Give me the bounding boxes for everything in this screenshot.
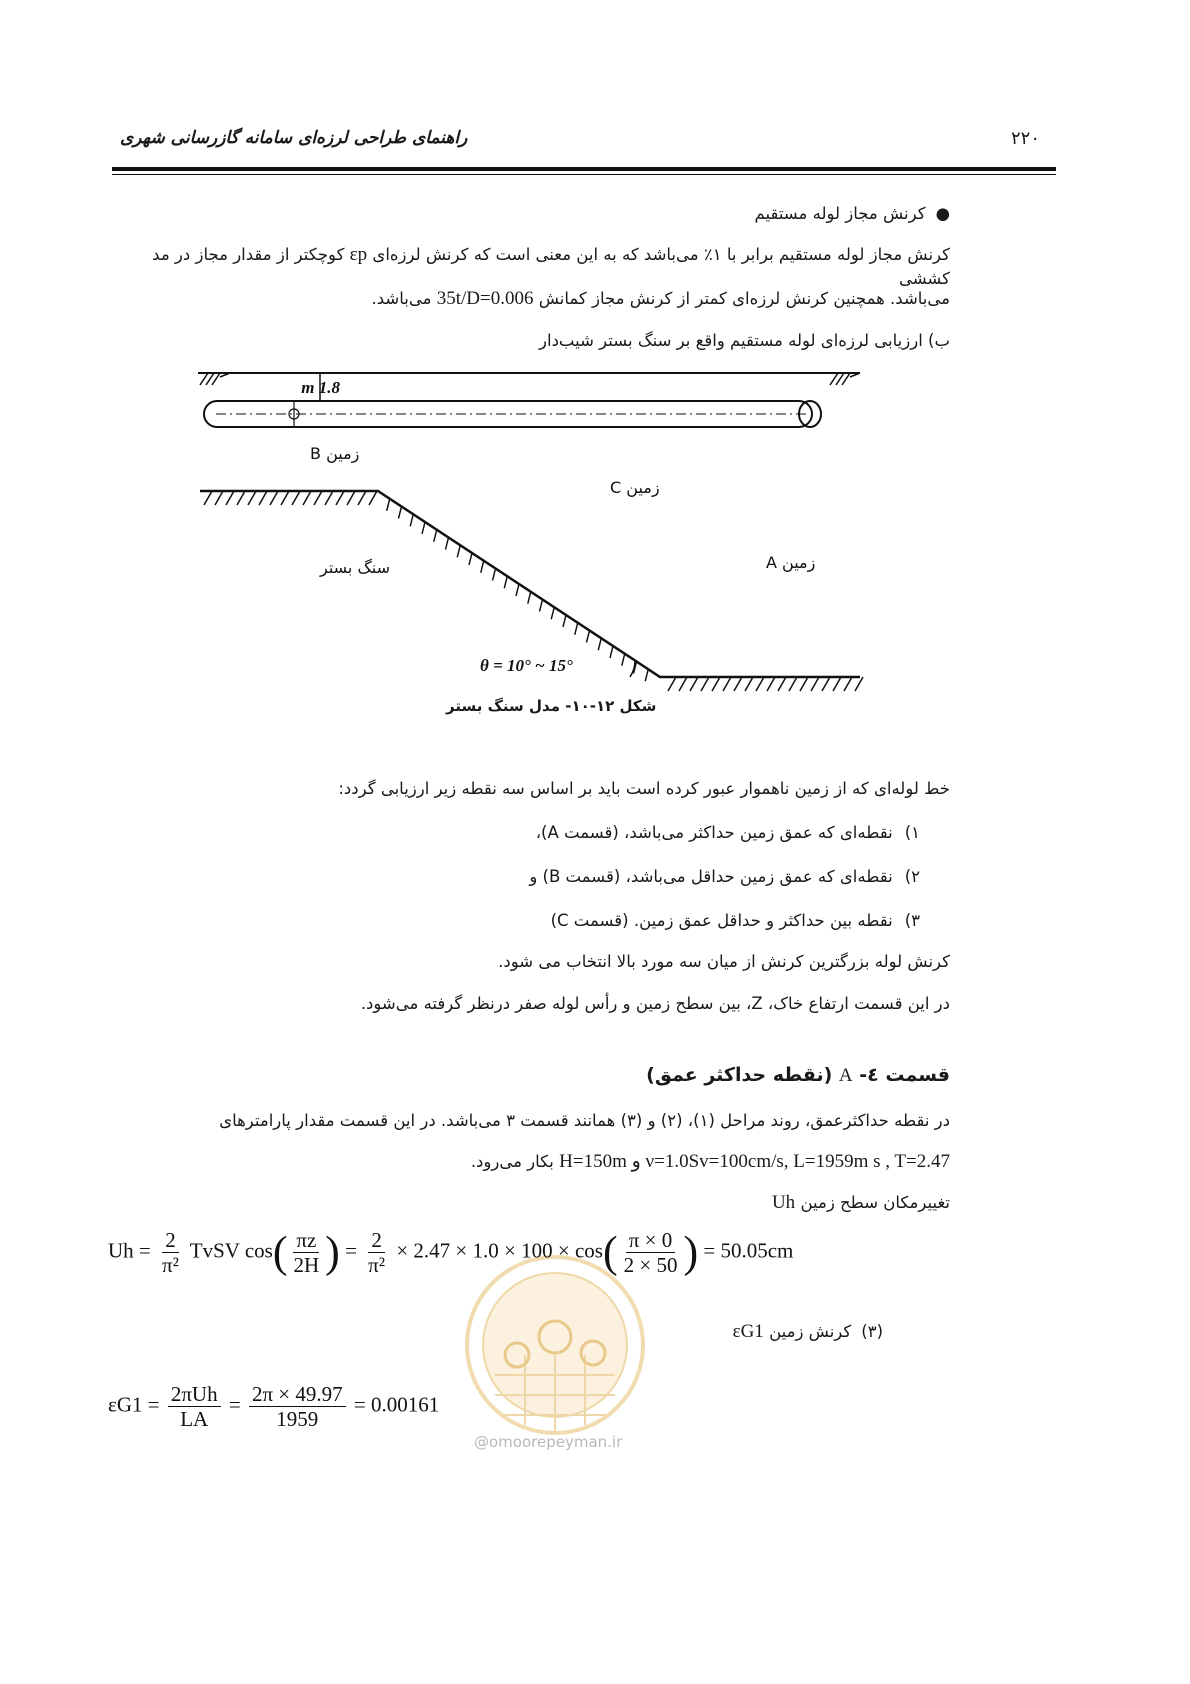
eq-eg-frac1-num: 2πUh xyxy=(168,1382,221,1407)
eq-uh-frac2-den: 2H xyxy=(293,1253,320,1278)
bedrock-surface xyxy=(200,491,860,677)
eq-uh-frac3-den: π² xyxy=(368,1253,386,1278)
watermark-logo xyxy=(455,1245,655,1465)
section-heading-letter: A xyxy=(838,1065,853,1086)
list-item-number: ۳) xyxy=(904,911,920,930)
eq-eg-result: = 0.00161 xyxy=(353,1392,440,1417)
para1-text-a: کرنش مجاز لوله مستقیم برابر با ۱٪ می‌باشد که به این معنی است که کرنش لرزه‌ای xyxy=(372,245,950,264)
eq-uh-term: TvSV cos xyxy=(189,1238,273,1263)
bullet-heading-text: کرنش مجاز لوله مستقیم xyxy=(754,204,926,223)
section-heading-text: (نقطه حداکثر عمق) xyxy=(646,1064,833,1086)
bedrock-hatch-bottom xyxy=(668,677,863,691)
list-item-number: ۲) xyxy=(904,867,920,886)
slope-angle-label: θ = 10° ~ 15° xyxy=(480,656,573,675)
ground-hatch-right xyxy=(830,373,860,385)
section4-body-tail: بکار می‌رود. xyxy=(470,1152,554,1171)
para1-text-b: کوچکتر از مقدار مجاز در مد کششی xyxy=(152,245,950,288)
bedrock-hatch-slope xyxy=(387,499,649,682)
bullet-icon: ● xyxy=(935,204,950,223)
depth-label: 1.8 m xyxy=(301,378,340,397)
para1-text-d: می‌باشد. xyxy=(371,289,432,308)
watermark-text: @omoorepeyman.ir xyxy=(474,1433,623,1451)
figure-caption: شکل ۱۲-۱۰- مدل سنگ بستر xyxy=(446,697,657,715)
zone-b-label: زمین B xyxy=(310,444,360,463)
page-number: ۲۲۰ xyxy=(1010,128,1040,149)
list-item xyxy=(551,910,920,931)
uh-symbol: Uh xyxy=(771,1192,796,1213)
buckling-formula: 35t/D=0.006 xyxy=(436,288,534,309)
eg-symbol: εG1 xyxy=(732,1321,764,1342)
bedrock-hatch-top xyxy=(204,491,377,505)
bedrock-model-figure xyxy=(190,365,870,705)
eq-uh-frac4-den: 2 × 50 xyxy=(623,1253,678,1278)
list-item-text: نقطه‌ای که عمق زمین حداقل می‌باشد، (قسمت B) و xyxy=(529,867,893,886)
zone-a-label: زمین A xyxy=(766,553,816,572)
eq-uh-frac3-num: 2 xyxy=(368,1228,385,1253)
eq-uh-frac1-num: 2 xyxy=(162,1228,179,1253)
ground-strain-number: (۳) xyxy=(861,1322,883,1341)
ground-hatch-left xyxy=(200,373,230,385)
list-item-text: نقطه‌ای که عمق زمین حداکثر می‌باشد، (قسمت A)، xyxy=(535,823,893,842)
soil-height-note: در این قسمت ارتفاع خاک، Z، بین سطح زمین و رأس لوله صفر درنظر گرفته می‌شود. xyxy=(360,994,950,1013)
section-heading xyxy=(646,1063,950,1089)
header-rule xyxy=(112,167,1056,171)
equation-eg1: εG1 = $\frac{\text{2πUh}}{LA}$ = $\frac{2\pi \times 49.97}{1959}$ = 0.00161 xyxy=(108,1382,440,1432)
uh-label-text: تغییرمکان سطح زمین xyxy=(800,1193,950,1212)
equation-uh: Uh = $\frac{2}{\text{π²}}$ TvSV cos( $\frac{\pi z}{2H}$ ) = $\frac{2}{\text{π²}}$ × 2.47 × 1.0 × 100 × cos( $\frac{\pi \times 0}{2 \times 50}$ ) = 50.05cm xyxy=(108,1227,794,1278)
ground-strain-label xyxy=(733,1320,883,1345)
subheading-sloped-bedrock: ب) ارزیابی لرزه‌ای لوله مستقیم واقع بر سنگ بستر شیب‌دار xyxy=(539,331,950,350)
list-item-text: نقطه بین حداکثر و حداقل عمق زمین. (قسمت C) xyxy=(550,911,893,930)
assessment-intro: خط لوله‌ای که از زمین ناهموار عبور کرده است باید بر اساس سه نقطه زیر ارزیابی گردد: xyxy=(338,779,950,798)
eq-eg-frac2-num: 2π × 49.97 xyxy=(249,1382,346,1407)
eq-eg-lhs: εG1 xyxy=(108,1392,143,1417)
eq-uh-result: = 50.05cm xyxy=(703,1238,794,1263)
eq-uh-frac4-num: π × 0 xyxy=(626,1228,675,1253)
uh-label xyxy=(772,1191,950,1216)
epsilon-p-symbol: εp xyxy=(349,244,368,265)
list-item-number: ۱) xyxy=(904,823,920,842)
section4-body-line2 xyxy=(471,1150,950,1175)
eq-uh-frac1-den: π² xyxy=(162,1253,179,1278)
paragraph-line2 xyxy=(372,287,951,312)
zone-c-label: زمین C xyxy=(610,478,660,497)
section-heading-number: قسمت ٤- xyxy=(859,1064,950,1086)
para1-text-c: می‌باشد. همچنین کرنش لرزه‌ای کمتر از کرنش مجاز کمانش xyxy=(538,289,950,308)
slope-angle-arc xyxy=(630,660,635,677)
eq-uh-mid: × 2.47 × 1.0 × 100 × cos xyxy=(396,1238,603,1263)
section4-body-line1: در نقطه حداکثرعمق، روند مراحل (۱)، (۲) و (۳) همانند قسمت ۳ می‌باشد. در این قسمت مقدار پارامترهای xyxy=(219,1111,950,1130)
header-rule-thin xyxy=(112,174,1056,175)
paragraph-allowable-strain xyxy=(120,243,950,289)
list-item xyxy=(529,866,920,887)
list-item xyxy=(536,822,920,843)
bedrock-label: سنگ بستر xyxy=(320,558,391,577)
parameter-values: H=150m و ν=1.0Sv=100cm/s, L=1959m s , T=2.47 xyxy=(559,1151,950,1172)
eq-uh-frac2-num: πz xyxy=(293,1228,319,1253)
ground-strain-text: کرنش زمین xyxy=(769,1322,852,1341)
eq-uh-lhs: Uh xyxy=(108,1238,134,1263)
eq-eg-frac1-den: LA xyxy=(180,1407,209,1432)
selection-note: کرنش لوله بزرگترین کرنش از میان سه مورد بالا انتخاب می شود. xyxy=(498,952,950,971)
bullet-heading xyxy=(755,203,950,224)
eq-eg-frac2-den: 1959 xyxy=(276,1407,319,1432)
running-header-title: راهنمای طراحی لرزه‌ای سامانه گازرسانی شهری xyxy=(120,128,468,148)
